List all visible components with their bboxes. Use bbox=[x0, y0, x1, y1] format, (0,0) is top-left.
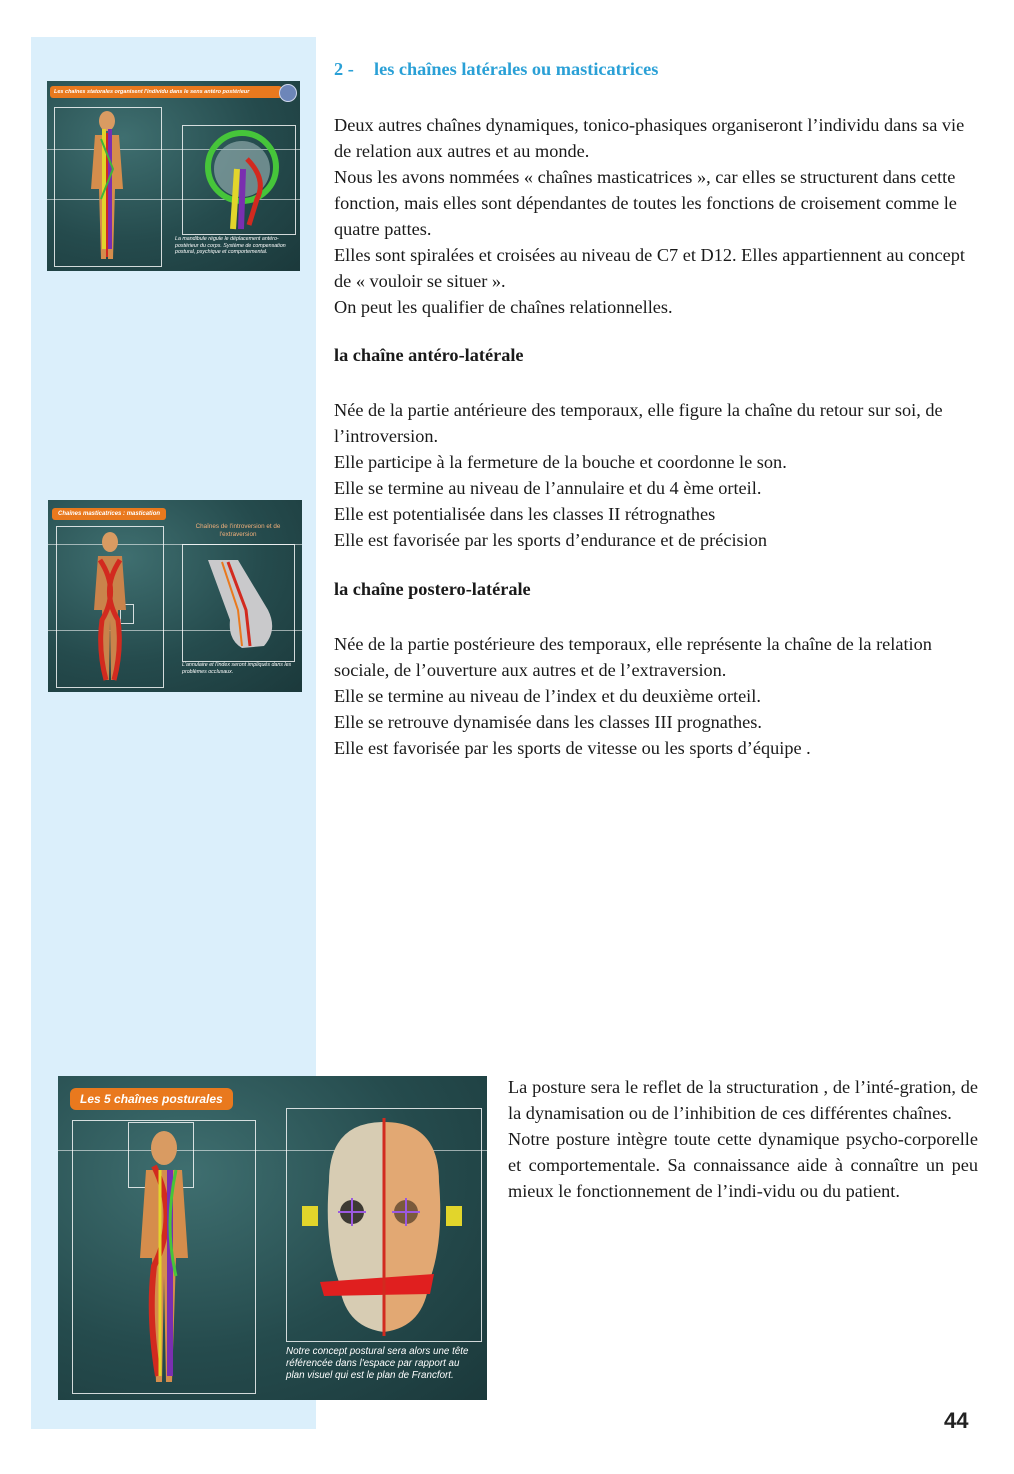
text-line: Elle participe à la fermeture de la bouche et coordonne le son. bbox=[334, 452, 787, 472]
skull-illustration bbox=[294, 1112, 474, 1338]
logo-icon bbox=[279, 84, 297, 102]
figure-caption: L'annulaire et l'index seront impliqués dans les problèmes occlusaux. bbox=[182, 662, 292, 675]
text-line: On peut les qualifier de chaînes relationnelles. bbox=[334, 297, 673, 317]
text-line: Elle est potentialisée dans les classes II rétrognathes bbox=[334, 504, 716, 524]
text-line: Elles sont spiralées et croisées au niveau de C7 et D12. Elles appartiennent au concept de « vouloir se situer ». bbox=[334, 245, 965, 291]
text-line: Nous les avons nommées « chaînes masticatrices », car elles se structurent dans cette fonction, mais elles sont dépendantes de toutes les fonctions de croisement comme le quatre pattes. bbox=[334, 167, 957, 239]
body-illustration bbox=[124, 1126, 204, 1388]
text-line: La posture sera le reflet de la structuration , de l’inté-gration, de la dynamisation ou de l’inhibition de ces différentes chaînes. bbox=[508, 1077, 978, 1123]
text-line: Née de la partie postérieure des temporaux, elle représente la chaîne de la relation sociale, de l’ouverture aux autres et de l’extraversion. bbox=[334, 634, 932, 680]
text-line: Elle se retrouve dynamisée dans les classes III prognathes. bbox=[334, 712, 762, 732]
text-line: Deux autres chaînes dynamiques, tonico-phasiques organiseront l’individu dans sa vie de relation aux autres et au monde. bbox=[334, 115, 965, 161]
figure-badge: Les 5 chaînes posturales bbox=[70, 1088, 233, 1110]
figure-postural-chains bbox=[58, 1076, 487, 1400]
head-illustration bbox=[197, 129, 287, 233]
section-title bbox=[334, 59, 658, 80]
inset-title: Chaînes de l'introversion et de l'extraversion bbox=[195, 523, 281, 538]
text-line: Elle est favorisée par les sports d’endurance et de précision bbox=[334, 530, 767, 550]
text-line: Née de la partie antérieure des temporaux, elle figure la chaîne du retour sur soi, de l’introversion. bbox=[334, 400, 943, 446]
posture-paragraph bbox=[508, 1074, 978, 1204]
text-line: Elle se termine au niveau de l’annulaire et du 4 ème orteil. bbox=[334, 478, 762, 498]
hand-illustration bbox=[198, 550, 288, 654]
section-number: 2 - bbox=[334, 59, 354, 79]
body-illustration bbox=[77, 109, 137, 265]
figure-statoral-chains bbox=[47, 81, 300, 271]
section-title-text: les chaînes latérales ou masticatrices bbox=[374, 59, 659, 79]
postero-heading: la chaîne postero-latérale bbox=[334, 579, 531, 599]
figure-badge: Chaînes masticatrices : mastication bbox=[52, 508, 166, 520]
antero-paragraph bbox=[334, 397, 978, 553]
figure-badge: Les chaînes statorales organisent l'individu dans le sens antéro postérieur bbox=[50, 86, 282, 98]
text-line: Notre posture intègre toute cette dynamique psycho-corporelle et comportementale. Sa connaissance aide à connaître un peu mieux le fonctionnement de l’indi-vidu ou du patient. bbox=[508, 1129, 978, 1201]
antero-heading: la chaîne antéro-latérale bbox=[334, 345, 524, 365]
body-illustration bbox=[80, 530, 140, 686]
page-number: 44 bbox=[944, 1408, 969, 1433]
figure-caption: La mandibule régule le déplacement antéro-postérieur du corps. Système de compensation postural, psychique et comportemental. bbox=[175, 236, 286, 256]
intro-paragraph bbox=[334, 112, 978, 320]
text-line: Elle est favorisée par les sports de vitesse ou les sports d’équipe . bbox=[334, 738, 811, 758]
figure-masticatory-chains bbox=[48, 500, 302, 692]
text-line: Elle se termine au niveau de l’index et du deuxième orteil. bbox=[334, 686, 761, 706]
figure-caption: Notre concept postural sera alors une tête référencée dans l'espace par rapport au plan visuel qui est le plan de Francfort. bbox=[286, 1346, 469, 1382]
postero-paragraph bbox=[334, 631, 978, 761]
